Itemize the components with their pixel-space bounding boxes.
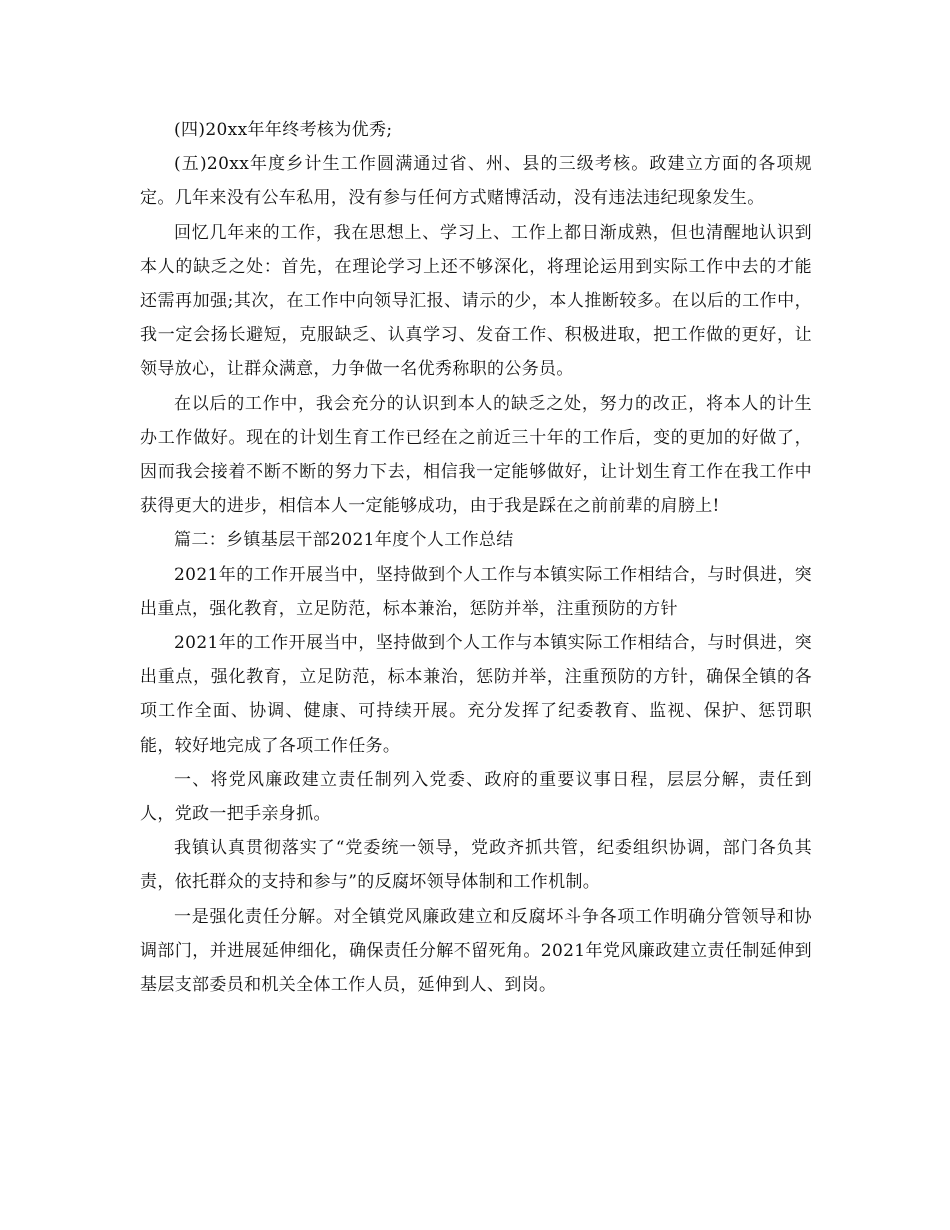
paragraph: 在以后的工作中，我会充分的认识到本人的缺乏之处，努力的改正，将本人的计生办工作做好。现在的计划生育工作已经在之前近三十年的工作后，变的更加的好做了，因而我会接着不断不断的努力下去，相信我一定能够做好，让计划生育工作在我工作中获得更大的进步，相信本人一定能够成功，由于我是踩在之前前辈的肩膀上! [140,393,812,517]
document-body [140,113,812,1002]
section-heading: 篇二：乡镇基层干部2021年度个人工作总结 [174,530,514,551]
paragraph: (四)20xx年年终考核为优秀; [174,120,393,140]
paragraph: 一、将党风廉政建立责任制列入党委、政府的重要议事日程，层层分解，责任到人，党政一把手亲身抓。 [140,769,812,825]
paragraph: 2021年的工作开展当中，坚持做到个人工作与本镇实际工作相结合，与时俱进，突出重点，强化教育，立足防范，标本兼治，惩防并举，注重预防的方针 [140,564,812,619]
paragraph: (五)20xx年度乡计生工作圆满通过省、州、县的三级考核。政建立方面的各项规定。几年来没有公车私用，没有参与任何方式赌博活动，没有违法违纪现象发生。 [140,154,812,209]
paragraph: 2021年的工作开展当中，坚持做到个人工作与本镇实际工作相结合，与时俱进，突出重点，强化教育，立足防范，标本兼治，惩防并举，注重预防的方针，确保全镇的各项工作全面、协调、健康、可持续开展。充分发挥了纪委教育、监视、保护、惩罚职能，较好地完成了各项工作任务。 [140,633,812,756]
paragraph: 一是强化责任分解。对全镇党风廉政建立和反腐坏斗争各项工作明确分管领导和协调部门，并进展延伸细化，确保责任分解不留死角。2021年党风廉政建立责任制延伸到基层支部委员和机关全体工作人员，延伸到人、到岗。 [140,906,812,996]
paragraph: 回忆几年来的工作，我在思想上、学习上、工作上都日渐成熟，但也清醒地认识到本人的缺乏之处：首先，在理论学习上还不够深化，将理论运用到实际工作中去的才能还需再加强;其次，在工作中向领导汇报、请示的少，本人推断较多。在以后的工作中，我一定会扬长避短，克服缺乏、认真学习、发奋工作、积极进取，把工作做的更好，让领导放心，让群众满意，力争做一名优秀称职的公务员。 [140,222,812,380]
paragraph: 我镇认真贯彻落实了“党委统一领导，党政齐抓共管，纪委组织协调，部门各负其责，依托群众的支持和参与”的反腐坏领导体制和工作机制。 [140,838,812,893]
